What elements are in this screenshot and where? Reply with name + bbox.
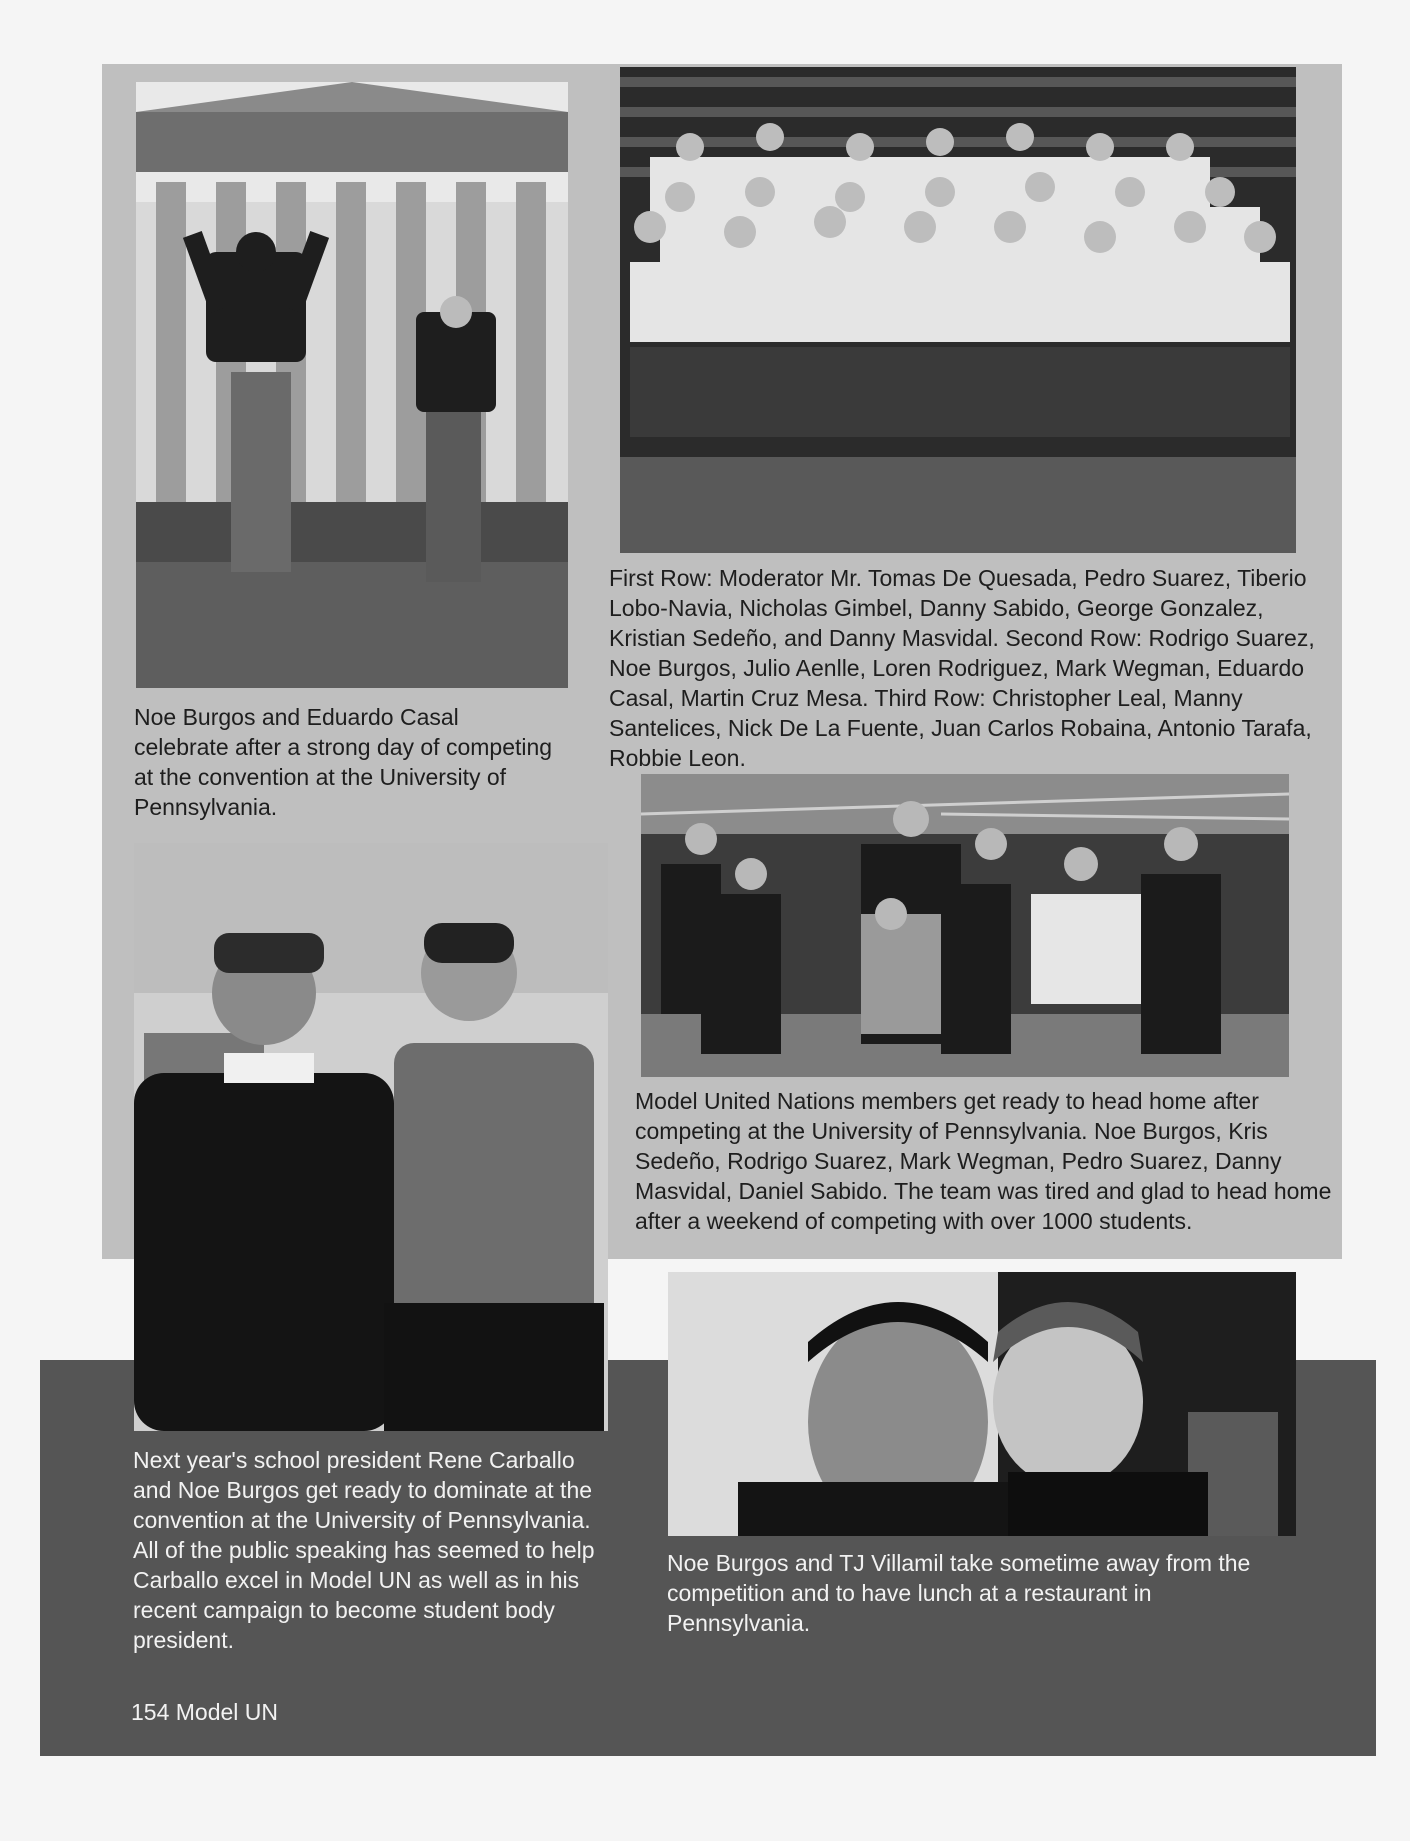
- photo-team-group: [620, 67, 1296, 553]
- caption-carballo-burgos: Next year's school president Rene Carballo and Noe Burgos get ready to dominate at the convention at the University of Pennsylvania. All of the public speaking has seemed to help Carballo excel in Model UN as well as in his recent campaign to become student body president.: [133, 1447, 595, 1653]
- photo-team-station: [641, 774, 1289, 1077]
- caption-team-roster: First Row: Moderator Mr. Tomas De Quesada, Pedro Suarez, Tiberio Lobo-Navia, Nicholas Gimbel, Danny Sabido, George Gonzalez, Kristian Sedeño, and Danny Masvidal. Second Row: Rodrigo Suarez, Noe Burgos, Julio Aenlle, Loren Rodriguez, Mark Wegman, Eduardo Casal, Martin Cruz Mesa. Third Row: Christopher Leal, Manny Santelices, Nick De La Fuente, Juan Carlos Robaina, Antonio Tarafa, Robbie Leon.: [609, 565, 1315, 771]
- photo-carballo-burgos: [134, 843, 608, 1431]
- caption-team-station: Model United Nations members get ready to head home after competing at the University of Pennsylvania. Noe Burgos, Kris Sedeño, Rodrigo Suarez, Mark Wegman, Pedro Suarez, Danny Masvidal, Daniel Sabido. The team was tired and glad to head home after a weekend of competing with over 1000 students.: [635, 1088, 1332, 1234]
- photo-burgos-villamil: [668, 1272, 1296, 1536]
- photo-celebration-museum: [136, 82, 568, 688]
- caption-celebration: Noe Burgos and Eduardo Casal celebrate after a strong day of competing at the convention at the University of Pennsylvania.: [134, 704, 553, 820]
- page-footer-label: 154 Model UN: [131, 1699, 279, 1725]
- caption-burgos-villamil: Noe Burgos and TJ Villamil take sometime away from the competition and to have lunch at a restaurant in Pennsylvania.: [667, 1550, 1251, 1636]
